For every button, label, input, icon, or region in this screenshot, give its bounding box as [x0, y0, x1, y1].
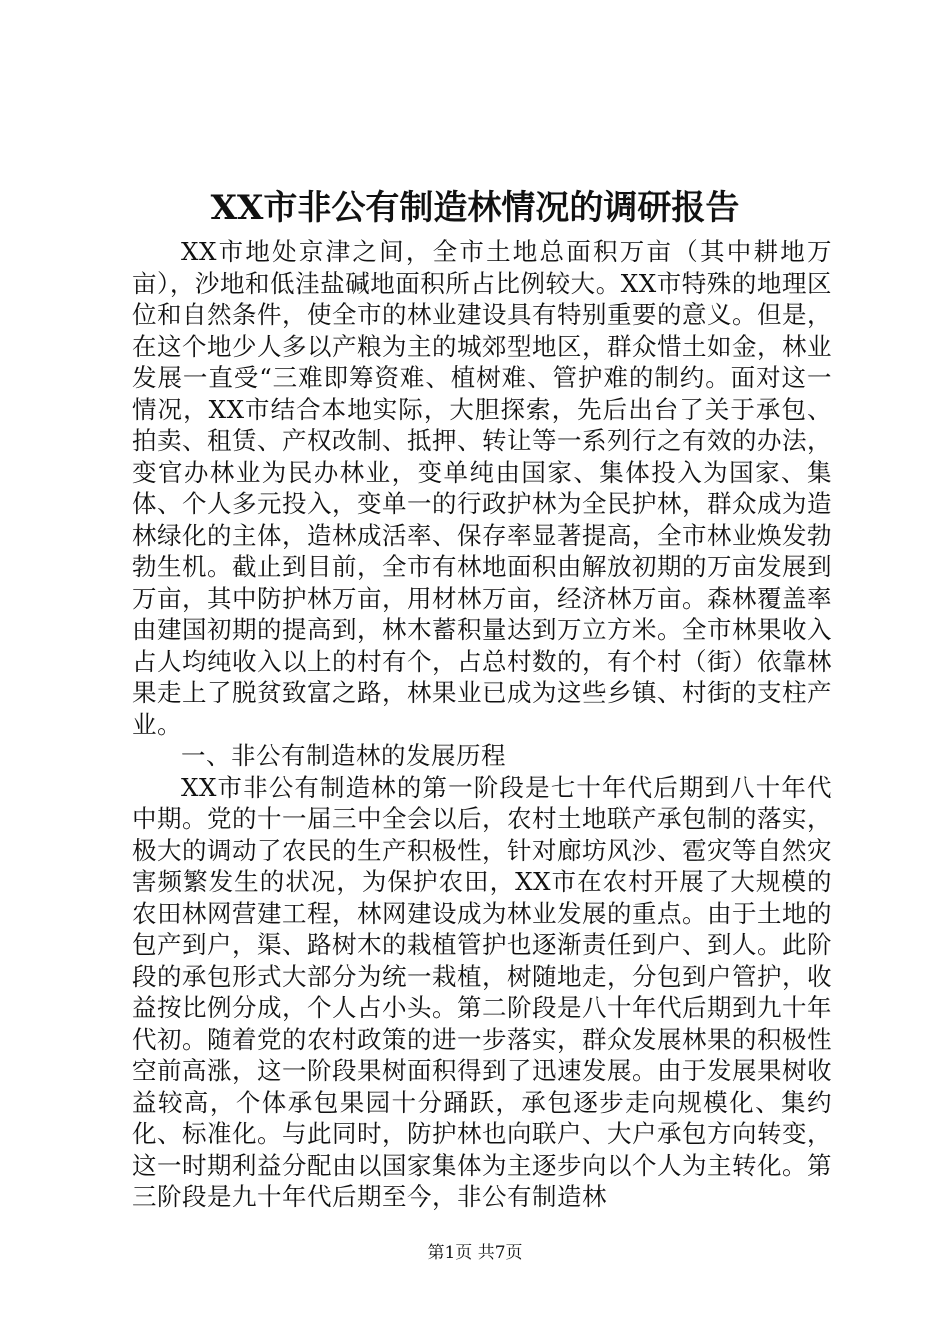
document-body [132, 236, 832, 1213]
document-title: XX市非公有制造林情况的调研报告 [210, 188, 740, 228]
page-footer: 第1页 共7页 [427, 1243, 523, 1263]
paragraph-intro: XX市地处京津之间，全市土地总面积万亩（其中耕地万亩），沙地和低洼盐碱地面积所占比例较大。XX市特殊的地理区位和自然条件，使全市的林业建设具有特别重要的意义。但是，在这个地少人多以产粮为主的城郊型地区，群众惜土如金，林业发展一直受“三难即筹资难、植树难、管护难的制约。面对这一情况，XX市结合本地实际，大胆探索，先后出台了关于承包、拍卖、租赁、产权改制、抵押、转让等一系列行之有效的办法，变官办林业为民办林业，变单纯由国家、集体投入为国家、集体、个人多元投入，变单一的行政护林为全民护林，群众成为造林绿化的主体，造林成活率、保存率显著提高，全市林业焕发勃勃生机。截止到目前，全市有林地面积由解放初期的万亩发展到万亩，其中防护林万亩，用材林万亩，经济林万亩。森林覆盖率由建国初期的提高到，林木蓄积量达到万立方米。全市林果收入占人均纯收入以上的村有个，占总村数的，有个村（街）依靠林果走上了脱贫致富之路，林果业已成为这些乡镇、村街的支柱产业。 [132, 237, 832, 739]
paragraph-history: XX市非公有制造林的第一阶段是七十年代后期到八十年代中期。党的十一届三中全会以后，农村土地联产承包制的落实，极大的调动了农民的生产积极性，针对廊坊风沙、雹灾等自然灾害频繁发生的状况，为保护农田，XX市在农村开展了大规模的农田林网营建工程，林网建设成为林业发展的重点。由于土地的包产到户，渠、路树木的栽植管护也逐渐责任到户、到人。此阶段的承包形式大部分为统一栽植，树随地走，分包到户管护，收益按比例分成，个人占小头。第二阶段是八十年代后期到九十年代初。随着党的农村政策的进一步落实，群众发展林果的积极性空前高涨，这一阶段果树面积得到了迅速发展。由于发展果树收益较高，个体承包果园十分踊跃，承包逐步走向规模化、集约化、标准化。与此同时，防护林也向联户、大户承包方向转变，这一时期利益分配由以国家集体为主逐步向以个人为主转化。第三阶段是九十年代后期至今，非公有制造林 [132, 772, 832, 1211]
section-heading-history: 一、非公有制造林的发展历程 [181, 741, 506, 770]
